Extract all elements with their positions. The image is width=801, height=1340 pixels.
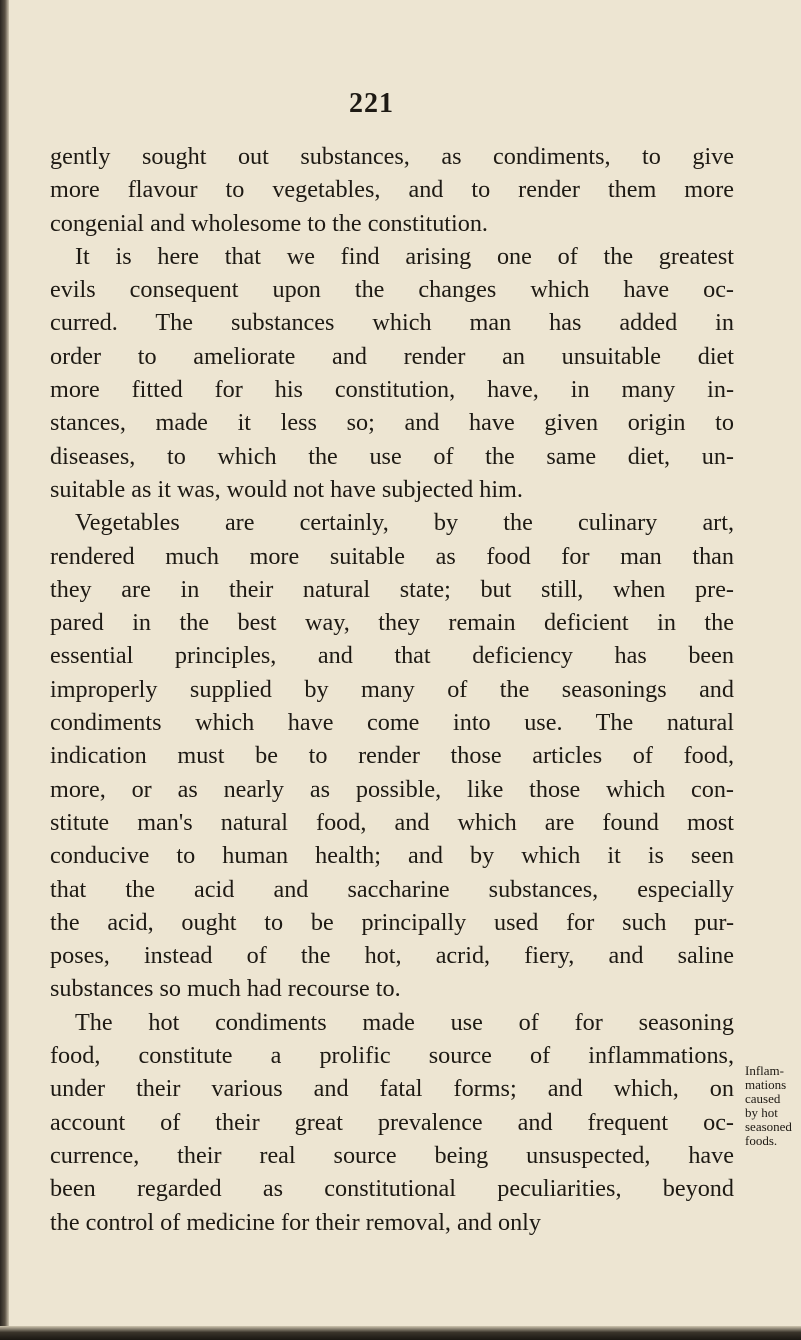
margin-note-line: caused (745, 1091, 781, 1106)
text-line: substances so much had recourse to. (50, 975, 401, 1003)
body-text (50, 140, 734, 1239)
text-line: The hot condiments made use of for seasoning (75, 1008, 734, 1036)
text-line: that the acid and saccharine substances, especially (50, 875, 734, 903)
text-line: food, constitute a prolific source of inflammations, (50, 1042, 734, 1070)
page-number: 221 (349, 88, 394, 119)
margin-note-line: by hot (745, 1105, 778, 1120)
text-line: more fitted for his constitution, have, in many in- (50, 376, 734, 404)
text-line: essential principles, and that deficiency has been (50, 642, 734, 670)
text-line: evils consequent upon the changes which have oc- (50, 276, 734, 304)
text-line: currence, their real source being unsuspected, have (50, 1141, 734, 1169)
margin-note-line: mations (745, 1077, 787, 1092)
text-line: gently sought out substances, as condiments, to give (50, 143, 734, 170)
text-line: poses, instead of the hot, acrid, fiery, and saline (50, 942, 734, 970)
margin-note-line: Inflam- (745, 1063, 784, 1078)
margin-note (745, 1064, 801, 1148)
text-line: they are in their natural state; but still, when pre- (50, 575, 734, 603)
text-line: indication must be to render those articles of food, (50, 742, 734, 770)
text-line: conducive to human health; and by which it is seen (50, 842, 734, 870)
text-line: the acid, ought to be principally used for such pur- (50, 908, 734, 936)
text-line: stitute man's natural food, and which are found most (50, 808, 734, 836)
text-line: been regarded as constitutional peculiarities, beyond (50, 1175, 734, 1203)
text-line: improperly supplied by many of the seasonings and (50, 675, 734, 703)
text-line: Vegetables are certainly, by the culinary art, (75, 509, 734, 537)
text-line: condiments which have come into use. The natural (50, 709, 734, 737)
text-line: congenial and wholesome to the constitution. (50, 209, 488, 237)
margin-note-line: seasoned (745, 1119, 792, 1134)
page-bottom-edge (0, 1326, 801, 1340)
text-line: diseases, to which the use of the same diet, un- (50, 442, 734, 470)
text-line: under their various and fatal forms; and which, on (50, 1075, 734, 1103)
text-line: rendered much more suitable as food for man than (50, 542, 734, 570)
text-line: more, or as nearly as possible, like those which con- (50, 775, 734, 803)
text-line: stances, made it less so; and have given origin to (50, 409, 734, 437)
text-line: order to ameliorate and render an unsuitable diet (50, 342, 734, 370)
book-spine-shadow (0, 0, 9, 1340)
text-line: curred. The substances which man has added in (50, 309, 734, 337)
text-line: more flavour to vegetables, and to render them more (50, 176, 734, 204)
text-line: pared in the best way, they remain deficient in the (50, 609, 734, 637)
text-line: account of their great prevalence and frequent oc- (50, 1108, 734, 1136)
text-line: the control of medicine for their removal, and only (50, 1208, 541, 1236)
margin-note-line: foods. (745, 1133, 778, 1148)
text-line: It is here that we find arising one of the greatest (75, 242, 734, 270)
text-line: suitable as it was, would not have subjected him. (50, 475, 523, 503)
